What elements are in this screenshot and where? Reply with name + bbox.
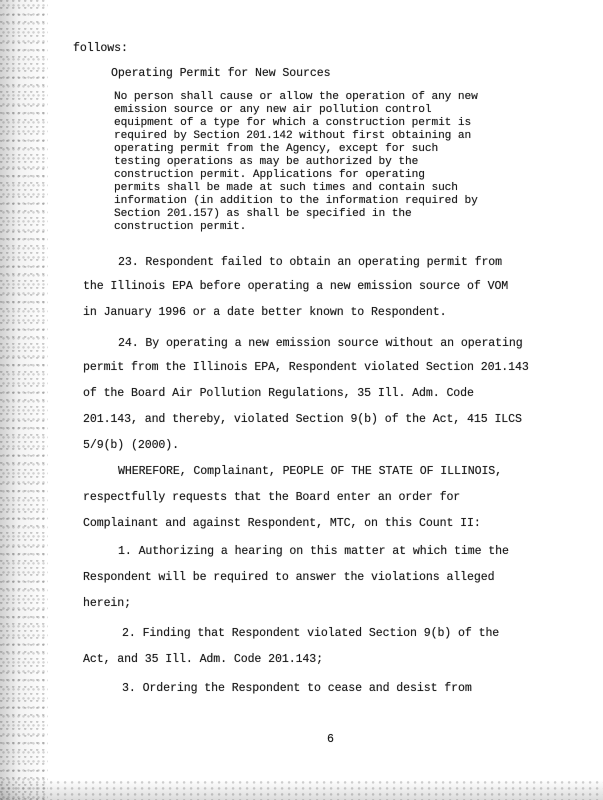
quote-line: permits shall be made at such times and contain such <box>114 182 458 194</box>
paragraph-23-line: in January 1996 or a date better known to Respondent. <box>83 306 447 319</box>
relief-item-1-line: Respondent will be required to answer the violations alleged <box>83 571 495 584</box>
quote-line: No person shall cause or allow the operation of any new <box>114 91 478 103</box>
quote-line: emission source or any new air pollution control <box>114 104 432 116</box>
prayer-line: respectfully requests that the Board enter an order for <box>83 491 461 504</box>
section-heading: Operating Permit for New Sources <box>111 67 331 80</box>
quote-line: required by Section 201.142 without first obtaining an <box>114 130 472 142</box>
paragraph-24-line: permit from the Illinois EPA, Respondent violated Section 201.143 <box>83 361 529 374</box>
quote-line: operating permit from the Agency, except for such <box>114 143 439 155</box>
paragraph-24-line: of the Board Air Pollution Regulations, 35 Ill. Adm. Code <box>83 387 474 400</box>
paragraph-23-line: the Illinois EPA before operating a new emission source of VOM <box>83 280 509 293</box>
paragraph-23-line: 23. Respondent failed to obtain an operating permit from <box>118 256 503 269</box>
quote-line: construction permit. <box>114 221 247 233</box>
relief-item-1-line: 1. Authorizing a hearing on this matter at which time the <box>118 545 509 558</box>
prayer-line: Complainant and against Respondent, MTC, on this Count II: <box>83 517 481 530</box>
quote-line: testing operations as may be authorized by the <box>114 156 419 168</box>
paragraph-24-line: 201.143, and thereby, violated Section 9(b) of the Act, 415 ILCS <box>83 413 522 426</box>
quote-line: equipment of a type for which a construction permit is <box>114 117 472 129</box>
relief-item-2-line: Act, and 35 Ill. Adm. Code 201.143; <box>83 653 324 666</box>
paragraph-24-line: 5/9(b) (2000). <box>83 439 180 452</box>
paragraph-24-line: 24. By operating a new emission source without an operating <box>118 337 523 350</box>
quote-line: construction permit. Applications for operating <box>114 169 425 181</box>
page-number: 6 <box>327 733 334 746</box>
intro-text: follows: <box>73 42 128 55</box>
relief-item-3-line: 3. Ordering the Respondent to cease and desist from <box>122 682 472 695</box>
quote-line: Section 201.157) as shall be specified in the <box>114 208 412 220</box>
prayer-line: WHEREFORE, Complainant, PEOPLE OF THE STATE OF ILLINOIS, <box>118 465 503 478</box>
relief-item-1-line: herein; <box>83 597 132 610</box>
quote-line: information (in addition to the information required by <box>114 195 478 207</box>
relief-item-2-line: 2. Finding that Respondent violated Section 9(b) of the <box>122 627 500 640</box>
